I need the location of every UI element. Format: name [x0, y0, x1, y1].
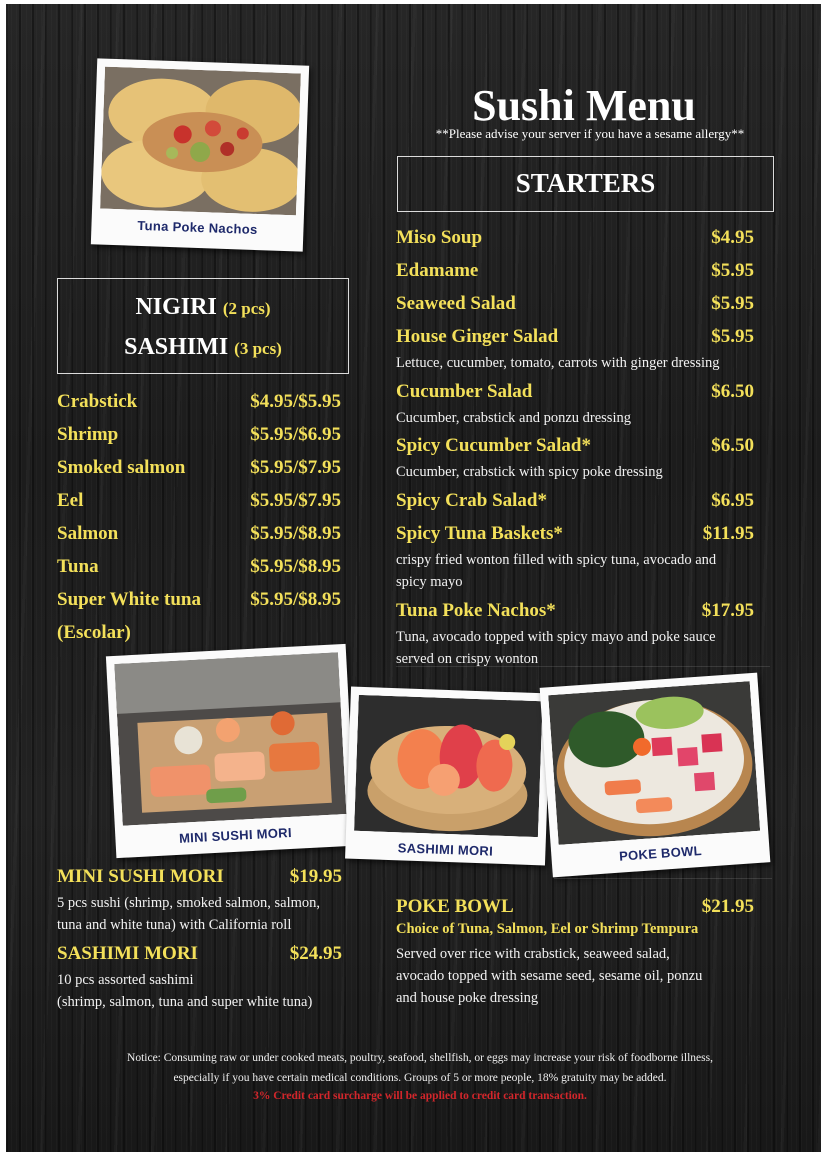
nigiri-item — [57, 556, 341, 578]
sashimi-heading: SASHIMI — [124, 334, 229, 360]
poke-bowl-caption: POKE BOWL — [618, 842, 703, 864]
nachos-photo — [100, 67, 301, 216]
sashimi-mori-item — [57, 943, 342, 965]
starter-desc-line2: spicy mayo — [396, 574, 463, 590]
starter-price: $17.95 — [701, 600, 754, 621]
starter-price: $11.95 — [702, 523, 754, 544]
nigiri-item-name: Eel — [57, 490, 84, 511]
nigiri-item-price: $5.95/$7.95 — [250, 490, 341, 511]
nigiri-heading-box — [57, 278, 349, 374]
sashimi-caption: SASHIMI MORI — [397, 840, 494, 859]
mini-sushi-desc-line2: tuna and white tuna) with California roll — [57, 917, 292, 933]
starter-price: $6.50 — [711, 435, 754, 456]
nigiri-item-name: Shrimp — [57, 424, 119, 445]
poke-bowl-name: POKE BOWL — [396, 896, 514, 917]
nigiri-item-name: Salmon — [57, 523, 119, 544]
starter-name: Edamame — [396, 260, 479, 281]
mini-sushi-photo-frame — [106, 644, 356, 858]
starters-heading: STARTERS — [515, 168, 656, 198]
starter-item — [396, 435, 754, 457]
starter-desc: Cucumber, crabstick and ponzu dressing — [396, 410, 631, 426]
nigiri-item — [57, 424, 341, 446]
nigiri-item-price: $5.95/$8.95 — [250, 556, 341, 577]
escolar-label: (Escolar) — [57, 622, 131, 643]
nachos-caption: Tuna Poke Nachos — [137, 217, 258, 238]
starter-name: Seaweed Salad — [396, 293, 516, 314]
menu-board — [6, 4, 821, 1152]
starter-item — [396, 600, 754, 622]
nigiri-item-name: Crabstick — [57, 391, 138, 412]
poke-bowl-desc-line3: and house poke dressing — [396, 990, 539, 1006]
nigiri-item-name: Super White tuna — [57, 589, 201, 610]
starter-item — [396, 227, 754, 249]
poke-bowl-price: $21.95 — [701, 896, 754, 917]
starter-price: $5.95 — [711, 260, 754, 281]
starter-desc-line2: served on crispy wonton — [396, 651, 539, 667]
page-title: Sushi Menu — [472, 81, 696, 130]
starter-name: Miso Soup — [396, 227, 483, 248]
nigiri-item-name: Smoked salmon — [57, 457, 186, 478]
poke-bowl-choice — [396, 921, 766, 938]
starter-item — [396, 490, 754, 512]
starter-price: $6.50 — [711, 381, 754, 402]
nigiri-item — [57, 457, 341, 479]
sashimi-photo-frame — [345, 687, 551, 866]
starter-desc: Cucumber, crabstick with spicy poke dressing — [396, 464, 663, 480]
starter-desc-line1: crispy fried wonton filled with spicy tuna, avocado and — [396, 552, 717, 568]
mini-sushi-name: MINI SUSHI MORI — [57, 866, 224, 887]
nigiri-item-price: $4.95/$5.95 — [250, 391, 341, 412]
nigiri-item — [57, 490, 341, 512]
sashimi-mori-price: $24.95 — [289, 943, 342, 964]
nigiri-item-price: $5.95/$8.95 — [250, 523, 341, 544]
sashimi-mori-desc-line2: (shrimp, salmon, tuna and super white tuna) — [57, 994, 313, 1010]
nigiri-item-suffix — [57, 622, 341, 644]
sashimi-qty: (3 pcs) — [234, 339, 282, 358]
starter-price: $5.95 — [711, 293, 754, 314]
nachos-photo-frame — [91, 58, 309, 251]
starter-name: Spicy Tuna Baskets* — [396, 523, 563, 544]
sashimi-mori-name: SASHIMI MORI — [57, 943, 198, 964]
section-divider — [396, 666, 770, 667]
starter-name: Cucumber Salad — [396, 381, 533, 402]
nigiri-qty: (2 pcs) — [222, 299, 271, 318]
mini-sushi-item — [57, 866, 342, 888]
allergy-note: **Please advise your server if you have a sesame allergy** — [435, 126, 745, 141]
surcharge-notice: 3% Credit card surcharge will be applied to credit card transaction. — [253, 1090, 587, 1102]
nigiri-item — [57, 391, 341, 413]
nigiri-item-price: $5.95/$8.95 — [250, 589, 341, 610]
starter-item — [396, 523, 754, 545]
poke-bowl-item — [396, 896, 754, 918]
nigiri-item-price: $5.95/$7.95 — [250, 457, 341, 478]
starter-name: Spicy Crab Salad* — [396, 490, 547, 511]
starter-price: $6.95 — [711, 490, 754, 511]
starters-heading-box — [397, 156, 774, 212]
sashimi-mori-desc-line1: 10 pcs assorted sashimi — [57, 972, 194, 988]
poke-bowl-desc-line1: Served over rice with crabstick, seaweed salad, — [396, 946, 670, 962]
combo-divider — [554, 878, 772, 879]
nigiri-item — [57, 523, 341, 545]
starter-name: Spicy Cucumber Salad* — [396, 435, 591, 456]
starter-name: Tuna Poke Nachos* — [396, 600, 556, 621]
poke-bowl-photo — [548, 681, 760, 845]
mini-sushi-caption: MINI SUSHI MORI — [178, 824, 293, 846]
starter-price: $4.95 — [711, 227, 754, 248]
poke-bowl-photo-frame — [540, 673, 771, 878]
nigiri-item — [57, 589, 341, 611]
starter-price: $5.95 — [711, 326, 754, 347]
nigiri-item-price: $5.95/$6.95 — [250, 424, 341, 445]
poke-bowl-choice-text: Choice of Tuna, Salmon, Eel or Shrimp Tempura — [396, 921, 699, 937]
starter-desc-line1: Tuna, avocado topped with spicy mayo and poke sauce — [396, 629, 716, 645]
poke-bowl-desc-line2: avocado topped with sesame seed, sesame oil, ponzu — [396, 968, 703, 984]
mini-sushi-photo — [114, 652, 346, 826]
foodborne-notice-line2: especially if you have certain medical conditions. Groups of 5 or more people, 18% gratuity may be added. — [173, 1072, 667, 1084]
sashimi-photo — [354, 695, 543, 837]
nigiri-item-name: Tuna — [57, 556, 99, 577]
nigiri-heading: NIGIRI — [135, 294, 217, 320]
starter-desc: Lettuce, cucumber, tomato, carrots with ginger dressing — [396, 355, 720, 371]
starter-item — [396, 381, 754, 403]
starter-name: House Ginger Salad — [396, 326, 559, 347]
starter-item — [396, 293, 754, 315]
mini-sushi-price: $19.95 — [289, 866, 342, 887]
mini-sushi-desc-line1: 5 pcs sushi (shrimp, smoked salmon, salmon, — [57, 895, 321, 911]
starter-item — [396, 326, 754, 348]
starter-item — [396, 260, 754, 282]
foodborne-notice-line1: Notice: Consuming raw or under cooked meats, poultry, seafood, shellfish, or eggs may increase your risk of foodborne illness, — [127, 1052, 713, 1064]
